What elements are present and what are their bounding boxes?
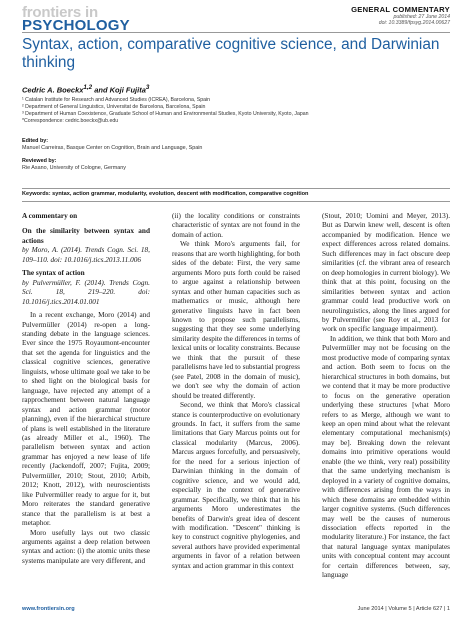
body-column-1: [22, 212, 150, 566]
published-date: published: 27 June 2014: [393, 14, 450, 20]
keywords: Keywords: syntax, action grammar, modularity, evolution, descent with modification, comparative cognition: [22, 191, 309, 197]
affiliation-3: ³ Department of Human Coexistence, Graduate School of Human and Environmental Studies, Kyoto University, Kyoto, Japan: [22, 111, 309, 117]
commented-article-1-ref[interactable]: by Moro, A. (2014). Trends Cogn. Sci. 18, 109–110. doi: 10.1016/j.tics.2013.11.006: [22, 246, 150, 264]
page-title: Syntax, action, comparative cognitive science, and Darwinian thinking: [22, 36, 440, 71]
keywords-divider-top: [22, 188, 450, 189]
reviewed-by-section: [22, 158, 126, 172]
body-column-3: [322, 212, 450, 581]
paragraph: In a recent exchange, Moro (2014) and Pulvermüller (2014) re-open a long-standing debate in the language sciences. Ever since the 1975 Royaumont-encounter that set the agenda for linguistics and the classical cognitive sciences, generative linguists, whose ultimate goal we take to be to shed light on the biological basis for language, have rejected any attempt of a rapprochement between natural language syntax and action grammar (motor planning), even if the hierarchical structure of plans is well established in the literature (as already Miller et al., 1960). The parallelism between syntax and action grammar has enjoyed a new lease of life recently (Jackendoff, 2007; Fujita, 2009; Pulvermüller, 2010; Stout, 2010; Arbib, 2012; Knott, 2012), with neuroscientists like Pulvermüller ready to argue for it, but Moro reiterates the standard generative stance that the parallelism is at best a metaphor.: [22, 311, 150, 528]
paragraph: Moro usefully lays out two classic arguments against a deep relation between syntax and action: (i) the atomic units these systems manipulate are very different, and: [22, 528, 150, 565]
author-join[interactable]: and Koji Fujita: [92, 85, 146, 95]
paragraph: (ii) the locality conditions or constraints characteristic of syntax are not found in the domain of action.: [172, 212, 300, 239]
correspondence[interactable]: *Correspondence: cedric.boeckx@ub.edu: [22, 118, 119, 124]
paragraph: Second, we think that Moro's classical stance is counterproductive on evolutionary grounds. In fact, it suffers from the same limitations that Gary Marcus points out for classical modularity (Marcus, 2006). Marcus argues forcefully, and persuasively, for the need for a serious injection of Darwinian thinking in the domain of cognitive science, and we would add, especially in the context of generative grammar. Specifically, we think that in his arguments Moro underestimates the benefits of Darwin's great idea of descent with modification. "Descent" thinking is key to construct cognitive phylogenies, and several authors have provided experimental arguments in favor of a relation between syntax and action grammar in this context: [172, 401, 300, 570]
author-1-affil: 1,2: [83, 84, 93, 91]
logo-journal-name: PSYCHOLOGY: [22, 17, 130, 34]
body-column-2: [172, 212, 300, 571]
reviewed-by-label: Reviewed by:: [22, 158, 57, 164]
edited-by-section: [22, 138, 202, 152]
paragraph: We think Moro's arguments fail, for reasons that are worth highlighting, for both sides of the debate: First, the very same arguments Moro puts forth could be raised to argue against a relationship between syntax and other human capacities such as mathematics or music, although here generative linguists have in fact been known to propose such parallelisms, suggesting that they see some underlying similarity despite the differences in terms of lexical units or locality constraints. Because we think that the pursuit of these parallelisms have led to substantial progress (see Patel, 2008 in the domain of music), we don't see why the domain of action should be treated differently.: [172, 240, 300, 400]
keywords-divider-bottom: [22, 201, 450, 202]
commented-article-2-ref[interactable]: by Pulvermüller, F. (2014). Trends Cogn. Sci. 18, 219–220. doi: 10.1016/j.tics.2014.01.001: [22, 278, 150, 306]
commented-article-2-title: The syntax of action: [22, 269, 85, 278]
journal-logo: [22, 6, 162, 33]
affiliations: [22, 97, 452, 125]
article-type: GENERAL COMMENTARY: [351, 5, 450, 14]
affiliation-2: ² Department of General Linguistics, Universitat de Barcelona, Barcelona, Spain: [22, 104, 206, 110]
author-1[interactable]: Cedric A. Boeckx: [22, 85, 84, 95]
paragraph: In addition, we think that both Moro and Pulvermüller may not be focusing on the most productive mode of comparing syntax and action. Both seem to focus on the hierarchical structures in both domains, but we contend that it may be more productive to focus on the generative operation underlying these structures [what Moro refers to as Merge, although we want to keep an open mind about what the relevant elementary computational mechanism(s) may be]. Breaking down the relevant domains into primitive operations would enable (the we think, very real) possibility that the same underlying mechanism is deployed in a variety of cognitive domains, with differences arising from the ways in which these domains are embedded within larger cognitive systems. (Such differences may well be the causes of numerous dissociation effects reported in the modularity literature.) For instance, the fact that natural language syntax manipulates units with conceptual content may account for certain differences between, say, language: [322, 334, 450, 580]
doi-link[interactable]: doi: 10.3389/fpsyg.2014.00627: [378, 20, 450, 27]
edited-by-text: Manuel Carreiras, Basque Center on Cognition, Brain and Language, Spain: [22, 145, 203, 151]
footer-issue-info: June 2014 | Volume 5 | Article 627 | 1: [357, 606, 450, 612]
commentary-heading: A commentary on: [22, 212, 78, 220]
commented-article-1-title: On the similarity between syntax and actions: [22, 227, 150, 245]
paragraph: (Stout, 2010; Uomini and Meyer, 2013). But as Darwin knew well, descent is often accompanied by modification. Hence we expect differences across related domains. Such differences may in fact obscure deep similarities (cf. the vibrant area of research on deep homologies in current biology). We think that at this point, focusing on the similarities between syntax and action grammar could lead productive work on neurolinguistics, along the lines argued for by Pulvermüller (see Roy et al., 2013 for work on specific language impairment).: [322, 212, 450, 334]
author-line: [22, 84, 149, 95]
affiliation-1: ¹ Catalan Institute for Research and Advanced Studies (ICREA), Barcelona, Spain: [22, 97, 211, 103]
reviewed-by-text: Rie Asano, University of Cologne, Germany: [22, 165, 126, 171]
edited-by-label: Edited by:: [22, 138, 49, 144]
footer-site-link[interactable]: www.frontiersin.org: [22, 606, 75, 612]
logo-frontiers-text: frontiers in: [22, 4, 98, 21]
page-footer: [22, 606, 450, 612]
article-meta: [351, 5, 450, 27]
header-divider: [22, 32, 450, 33]
author-2-affil: 3: [145, 84, 150, 91]
